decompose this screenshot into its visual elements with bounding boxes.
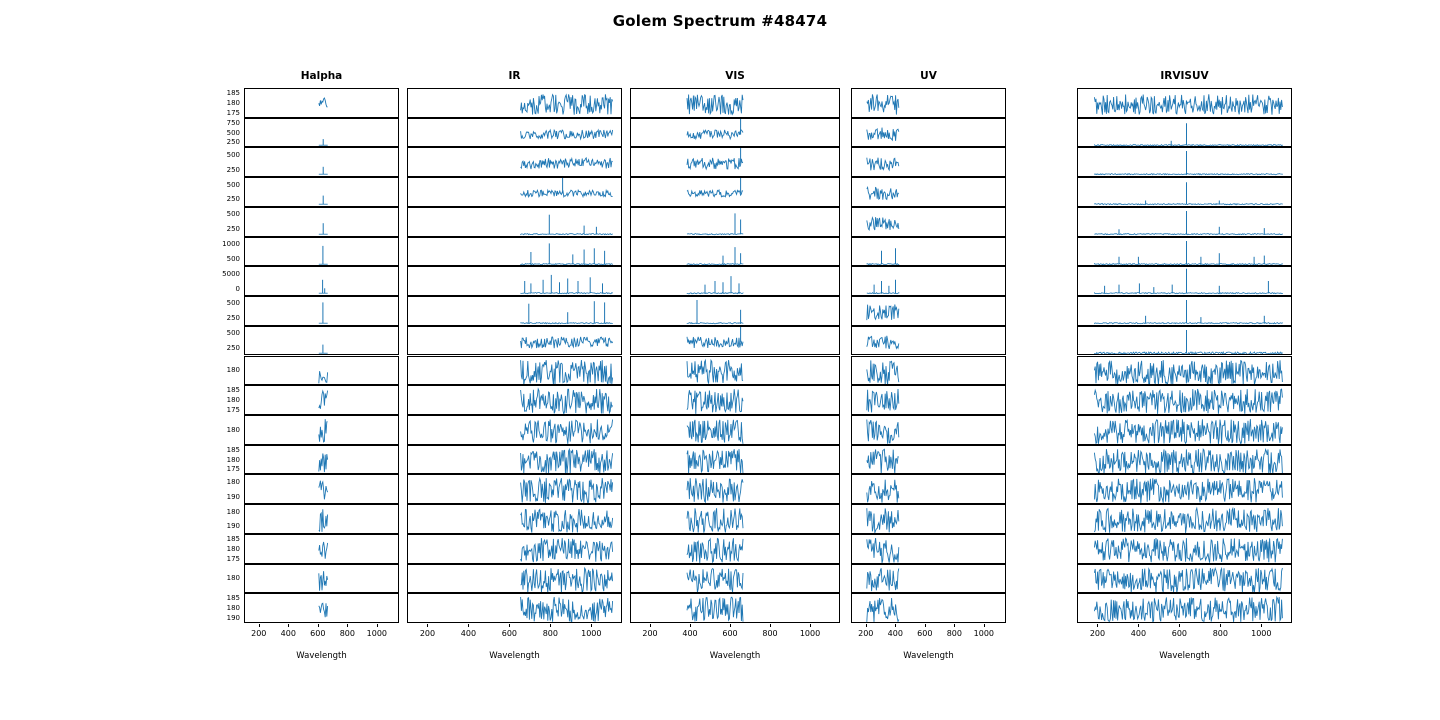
spectrum-panel <box>630 564 840 594</box>
spectrum-panel <box>630 326 840 356</box>
xtick-label: 600 <box>1171 629 1188 638</box>
xtick-mark <box>468 624 469 627</box>
ytick-label: 185 <box>226 594 240 603</box>
xaxis-label-halpha: Wavelength <box>296 651 347 661</box>
spectrum-panel <box>244 474 399 504</box>
spectrum-trace <box>521 568 613 593</box>
spectrum-panel <box>630 88 840 118</box>
spectrum-panel <box>244 564 399 594</box>
spectrum-trace <box>867 187 899 200</box>
ytick-label: 185 <box>226 386 240 395</box>
spectrum-panel <box>1077 415 1292 445</box>
spectrum-trace <box>867 419 899 443</box>
spectrum-panel <box>1077 474 1292 504</box>
ytick-label: 500 <box>226 180 240 189</box>
ytick-label: 185 <box>226 534 240 543</box>
spectrum-trace <box>1094 360 1282 385</box>
ytick-label: 180 <box>226 477 240 486</box>
spectrum-trace <box>687 568 743 592</box>
spectrum-trace <box>687 337 743 348</box>
spectrum-panel <box>244 207 399 237</box>
spectrum-trace <box>1094 479 1282 504</box>
ytick-label: 185 <box>226 88 240 97</box>
spectrum-trace <box>319 391 328 409</box>
spectrum-panel <box>407 474 622 504</box>
spectrum-panel <box>407 504 622 534</box>
spectrum-panel <box>851 177 1006 207</box>
xtick-mark <box>1138 624 1139 627</box>
spectrum-trace <box>687 95 743 115</box>
spectrum-panel <box>630 385 840 415</box>
figure-title: Golem Spectrum #48474 <box>612 12 828 30</box>
spectrum-panel <box>630 415 840 445</box>
ytick-label: 180 <box>226 98 240 107</box>
spectrum-panel <box>1077 177 1292 207</box>
xtick-label: 400 <box>887 629 903 638</box>
spectrum-panel <box>630 474 840 504</box>
spectrum-panel <box>630 296 840 326</box>
spectrum-trace <box>521 233 613 234</box>
spectrum-trace <box>867 449 899 474</box>
spectrum-trace <box>1094 538 1282 563</box>
xtick-label: 200 <box>858 629 874 638</box>
spectrum-panel <box>407 385 622 415</box>
ytick-label: 180 <box>226 544 240 553</box>
ytick-label: 190 <box>226 522 240 531</box>
spectrum-panel <box>1077 118 1292 148</box>
spectrum-trace <box>867 389 899 412</box>
spectrum-trace <box>1094 293 1282 294</box>
spectrum-trace <box>319 371 328 383</box>
xtick-mark <box>866 624 867 627</box>
spectrum-panel <box>1077 385 1292 415</box>
spectrum-trace <box>1094 568 1282 593</box>
ytick-label: 175 <box>226 554 240 563</box>
xtick-mark <box>895 624 896 627</box>
xtick-label: 1000 <box>799 629 821 638</box>
spectrum-trace <box>867 336 899 349</box>
ytick-label: 250 <box>226 195 240 204</box>
spectrum-panel <box>630 237 840 267</box>
spectrum-trace <box>687 190 743 197</box>
spectrum-trace <box>1094 389 1282 414</box>
spectrum-panel <box>1077 207 1292 237</box>
spectrum-panel <box>851 296 1006 326</box>
xtick-mark <box>1261 624 1262 627</box>
spectrum-trace <box>521 158 613 169</box>
xtick-label: 200 <box>642 629 658 638</box>
ytick-label: 180 <box>226 507 240 516</box>
spectrum-panel <box>1077 564 1292 594</box>
xtick-mark <box>1179 624 1180 627</box>
xtick-label: 800 <box>762 629 778 638</box>
spectrum-trace <box>687 508 743 532</box>
spectrum-trace <box>319 481 328 500</box>
ytick-label: 250 <box>226 225 240 234</box>
spectrum-panel <box>630 147 840 177</box>
column-title-ir: IR <box>508 70 521 82</box>
spectrum-panel <box>244 504 399 534</box>
spectrum-trace <box>521 323 613 324</box>
spectrum-trace <box>687 420 743 444</box>
xtick-mark <box>318 624 319 627</box>
xtick-label: 600 <box>917 629 933 638</box>
spectrum-trace <box>867 538 899 563</box>
spectrum-panel <box>407 356 622 386</box>
ytick-label: 180 <box>226 425 240 434</box>
spectrum-panel <box>851 88 1006 118</box>
spectrum-panel <box>851 356 1006 386</box>
ytick-label: 190 <box>226 492 240 501</box>
spectrum-panel <box>244 88 399 118</box>
spectrum-panel <box>1077 356 1292 386</box>
xtick-label: 800 <box>339 629 355 638</box>
xtick-label: 1000 <box>1251 629 1272 638</box>
spectrum-panel <box>630 593 840 623</box>
spectrum-panel <box>851 266 1006 296</box>
spectrum-trace <box>1094 94 1282 114</box>
spectrum-panel <box>407 237 622 267</box>
ytick-label: 500 <box>226 254 240 263</box>
spectrum-panel <box>407 445 622 475</box>
spectrum-panel <box>244 177 399 207</box>
spectrum-panel <box>1077 445 1292 475</box>
spectrum-trace <box>521 337 613 348</box>
spectrum-panel <box>851 207 1006 237</box>
xtick-label: 800 <box>542 629 558 638</box>
ytick-label: 750 <box>226 118 240 127</box>
xtick-label: 800 <box>1212 629 1228 638</box>
spectrum-panel <box>851 504 1006 534</box>
spectrum-panel <box>244 326 399 356</box>
spectrum-trace <box>521 263 613 264</box>
spectrum-trace <box>521 597 613 622</box>
spectrum-panel <box>851 564 1006 594</box>
spectrum-trace <box>1094 144 1282 145</box>
spectrum-panel <box>630 504 840 534</box>
ytick-label: 175 <box>226 465 240 474</box>
spectrum-trace <box>867 360 899 384</box>
spectrum-panel <box>244 356 399 386</box>
spectrum-panel <box>851 474 1006 504</box>
ytick-label: 180 <box>226 455 240 464</box>
column-title-uv: UV <box>920 70 937 82</box>
spectrum-trace <box>867 94 899 114</box>
ytick-label: 180 <box>226 574 240 583</box>
xaxis-label-ir: Wavelength <box>489 651 540 661</box>
spectrum-panel <box>244 147 399 177</box>
spectrum-trace <box>521 360 613 385</box>
spectrum-panel <box>630 534 840 564</box>
spectrum-panel <box>851 415 1006 445</box>
xtick-mark <box>954 624 955 627</box>
xtick-mark <box>770 624 771 627</box>
spectrum-panel <box>407 177 622 207</box>
spectrum-panel <box>407 564 622 594</box>
xtick-mark <box>591 624 592 627</box>
spectrum-panel <box>407 534 622 564</box>
spectrum-panel <box>851 445 1006 475</box>
spectrum-panel <box>1077 296 1292 326</box>
spectrum-panel <box>630 177 840 207</box>
xtick-mark <box>730 624 731 627</box>
spectrum-trace <box>319 509 328 532</box>
spectrum-panel <box>244 237 399 267</box>
xtick-mark <box>1220 624 1221 627</box>
ytick-label: 500 <box>226 150 240 159</box>
xtick-label: 400 <box>280 629 296 638</box>
xtick-mark <box>509 624 510 627</box>
column-title-vis: VIS <box>725 70 745 82</box>
spectrum-panel <box>1077 88 1292 118</box>
spectrum-trace <box>521 190 613 197</box>
spectrum-trace <box>867 508 899 533</box>
ytick-label: 250 <box>226 314 240 323</box>
xtick-label: 600 <box>501 629 518 638</box>
spectrum-panel <box>1077 504 1292 534</box>
spectrum-trace <box>1094 233 1282 234</box>
ytick-label: 500 <box>226 128 240 137</box>
spectrum-panel <box>851 593 1006 623</box>
xaxis-label-uv: Wavelength <box>903 651 954 661</box>
spectrum-trace <box>319 419 328 442</box>
spectrum-trace <box>687 158 743 169</box>
spectrum-panel <box>244 593 399 623</box>
spectrum-panel <box>1077 593 1292 623</box>
xtick-mark <box>650 624 651 627</box>
xtick-mark <box>1097 624 1098 627</box>
ytick-label: 190 <box>226 614 240 623</box>
spectrum-panel <box>407 118 622 148</box>
spectrum-trace <box>1094 174 1282 175</box>
spectrum-panel <box>407 296 622 326</box>
spectrum-trace <box>867 158 899 171</box>
ytick-label: 250 <box>226 344 240 353</box>
spectrum-trace <box>319 571 328 591</box>
xtick-label: 1000 <box>973 629 995 638</box>
column-title-halpha: Halpha <box>300 70 343 82</box>
spectrum-panel <box>407 266 622 296</box>
spectrum-trace <box>867 568 899 591</box>
xtick-mark <box>984 624 985 627</box>
spectrum-trace <box>687 360 743 384</box>
spectrum-trace <box>521 94 613 114</box>
ytick-label: 185 <box>226 445 240 454</box>
xtick-label: 600 <box>310 629 326 638</box>
spectrum-trace <box>1094 323 1282 324</box>
spectrum-trace <box>687 597 743 622</box>
spectrum-panel <box>851 534 1006 564</box>
xtick-mark <box>550 624 551 627</box>
ytick-label: 5000 <box>222 269 240 278</box>
xtick-label: 800 <box>946 629 962 638</box>
xaxis-label-irvisuv: Wavelength <box>1159 651 1210 661</box>
ytick-label: 500 <box>226 210 240 219</box>
spectrum-panel <box>630 266 840 296</box>
spectrum-panel <box>630 118 840 148</box>
ytick-label: 180 <box>226 396 240 405</box>
spectrum-panel <box>244 534 399 564</box>
spectrum-trace <box>1094 204 1282 205</box>
spectrum-trace <box>687 478 743 503</box>
spectrum-trace <box>867 598 899 622</box>
spectrum-trace <box>867 127 899 140</box>
spectrum-trace <box>1094 508 1282 533</box>
spectrum-panel <box>630 445 840 475</box>
xtick-label: 200 <box>251 629 267 638</box>
xtick-label: 200 <box>419 629 436 638</box>
xtick-label: 400 <box>460 629 477 638</box>
spectrum-trace <box>867 263 899 264</box>
spectrum-panel <box>851 237 1006 267</box>
xtick-label: 400 <box>1130 629 1147 638</box>
xtick-mark <box>377 624 378 627</box>
ytick-label: 0 <box>235 284 240 293</box>
spectrum-trace <box>687 323 743 324</box>
spectrum-trace <box>687 538 743 563</box>
spectrum-panel <box>244 385 399 415</box>
spectrum-panel <box>851 147 1006 177</box>
xtick-label: 200 <box>1089 629 1106 638</box>
spectrum-panel <box>1077 326 1292 356</box>
spectrum-trace <box>867 305 899 321</box>
spectrum-panel <box>1077 534 1292 564</box>
spectrum-trace <box>1094 419 1282 444</box>
spectrum-trace <box>521 389 613 414</box>
spectrum-trace <box>521 293 613 294</box>
spectrum-trace <box>1094 352 1282 354</box>
spectrum-trace <box>867 293 899 294</box>
ytick-label: 175 <box>226 108 240 117</box>
xtick-label: 400 <box>682 629 698 638</box>
spectrum-trace <box>521 478 613 503</box>
ytick-label: 175 <box>226 405 240 414</box>
spectrum-trace <box>867 217 899 230</box>
spectrum-trace <box>521 449 613 474</box>
spectrum-trace <box>521 509 613 532</box>
spectrum-trace <box>319 604 328 618</box>
xtick-mark <box>259 624 260 627</box>
spectrum-panel <box>1077 147 1292 177</box>
ytick-label: 250 <box>226 165 240 174</box>
spectrum-trace <box>521 538 613 562</box>
xaxis-label-vis: Wavelength <box>709 651 761 661</box>
ytick-label: 500 <box>226 299 240 308</box>
ytick-label: 180 <box>226 366 240 375</box>
ytick-label: 1000 <box>222 240 240 249</box>
xtick-mark <box>427 624 428 627</box>
spectrum-trace <box>1094 449 1282 474</box>
spectrum-trace <box>687 389 743 414</box>
xtick-mark <box>347 624 348 627</box>
xtick-mark <box>925 624 926 627</box>
spectrum-trace <box>319 542 328 559</box>
xtick-label: 1000 <box>581 629 602 638</box>
spectrum-trace <box>521 130 613 139</box>
spectrum-trace <box>687 449 743 474</box>
spectrum-panel <box>851 118 1006 148</box>
xtick-label: 600 <box>722 629 738 638</box>
spectrum-trace <box>521 419 613 443</box>
spectrum-panel <box>407 593 622 623</box>
xtick-mark <box>810 624 811 627</box>
spectrum-panel <box>1077 237 1292 267</box>
spectrum-panel <box>407 415 622 445</box>
ytick-label: 250 <box>226 138 240 147</box>
spectrum-panel <box>407 207 622 237</box>
spectrum-panel <box>407 88 622 118</box>
ytick-label: 180 <box>226 604 240 613</box>
spectrum-trace <box>319 453 328 472</box>
spectrum-panel <box>244 415 399 445</box>
spectrum-panel <box>244 445 399 475</box>
spectrum-panel <box>630 207 840 237</box>
spectrum-trace <box>1094 597 1282 622</box>
xtick-mark <box>690 624 691 627</box>
column-title-irvisuv: IRVISUV <box>1160 70 1209 82</box>
spectrum-panel <box>407 326 622 356</box>
spectrum-panel <box>407 147 622 177</box>
spectrum-panel <box>630 356 840 386</box>
ytick-label: 500 <box>226 329 240 338</box>
xtick-label: 1000 <box>366 629 388 638</box>
spectrum-panel <box>244 118 399 148</box>
spectrum-panel <box>851 385 1006 415</box>
spectrum-panel <box>244 296 399 326</box>
spectrum-panel <box>244 266 399 296</box>
spectrum-panel <box>851 326 1006 356</box>
spectrum-trace <box>687 130 743 139</box>
spectrum-trace <box>867 480 899 503</box>
xtick-mark <box>288 624 289 627</box>
spectrum-trace <box>319 98 328 107</box>
spectrum-panel <box>1077 266 1292 296</box>
